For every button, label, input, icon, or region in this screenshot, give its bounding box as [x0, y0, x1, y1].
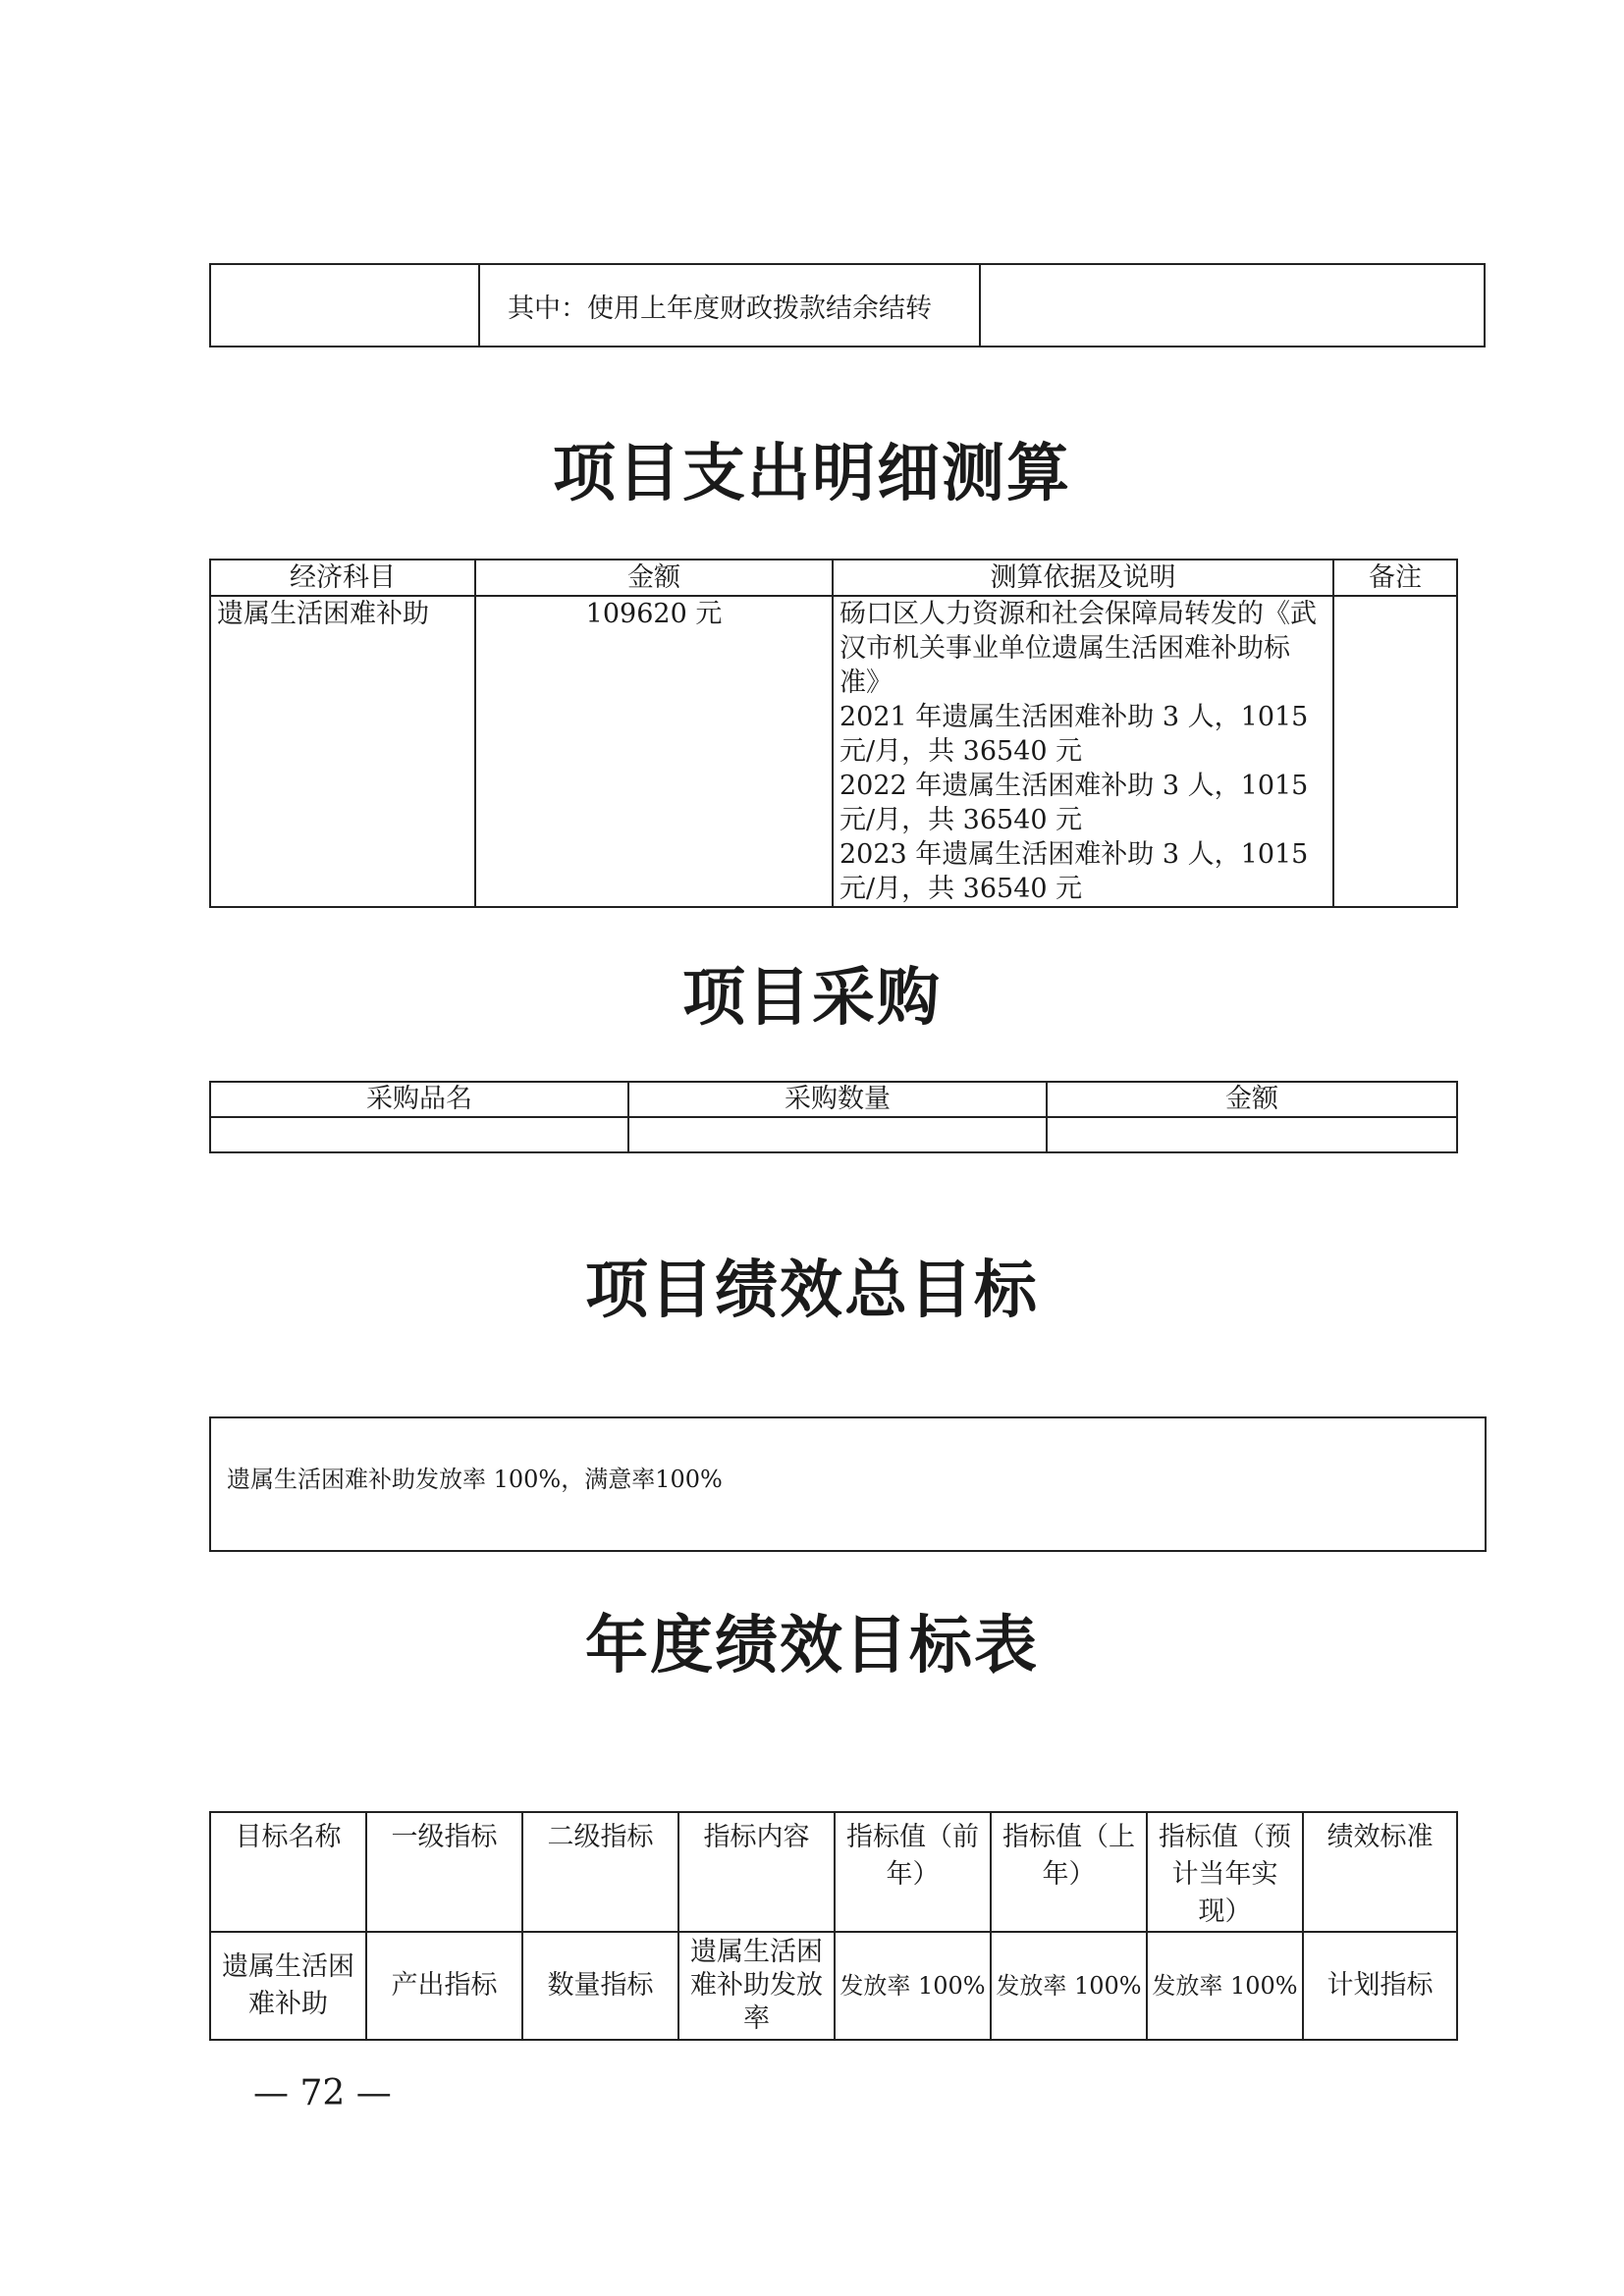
header-line: 年）	[1042, 1859, 1096, 1890]
purchase-cell	[1047, 1117, 1457, 1152]
detail-note	[1333, 596, 1457, 907]
basis-line: 元/月，共 36540 元	[839, 736, 1083, 767]
cell-line: 率	[743, 2003, 770, 2034]
basis-line: 2021 年遗属生活困难补助 3 人，1015	[839, 702, 1309, 732]
basis-line: 汉市机关事业单位遗属生活困难补助标	[839, 633, 1290, 664]
detail-title: 项目支出明细测算	[553, 438, 1071, 510]
cell-line: 遗属生活困	[690, 1937, 823, 1967]
basis-line: 元/月，共 36540 元	[839, 805, 1083, 835]
goal-table	[209, 1416, 1487, 1552]
goal-title: 项目绩效总目标	[585, 1255, 1039, 1327]
header-line: 现）	[1198, 1896, 1252, 1927]
header-line: 二级指标	[547, 1822, 654, 1852]
header-line: 年）	[886, 1859, 940, 1890]
cell-line: 发放率 100%	[996, 1972, 1142, 2000]
header-line: 计当年实	[1171, 1859, 1278, 1890]
annual-cell-level2	[522, 1932, 678, 2040]
annual-header-expected	[1147, 1812, 1303, 1932]
annual-cell-content	[678, 1932, 835, 2040]
annual-cell-level1	[366, 1932, 522, 2040]
annual-header-last	[991, 1812, 1147, 1932]
purchase-title: 项目采购	[682, 962, 942, 1035]
cell-line: 遗属生活困	[222, 1951, 354, 1982]
annual-title: 年度绩效目标表	[585, 1610, 1039, 1682]
purchase-table	[209, 1081, 1458, 1153]
cell-line: 产出指标	[391, 1970, 498, 2001]
carryover-empty-cell	[210, 264, 479, 347]
cell-line: 发放率 100%	[1152, 1972, 1298, 2000]
header-line: 指标内容	[703, 1822, 810, 1852]
basis-line: 砀口区人力资源和社会保障局转发的《武	[839, 599, 1317, 629]
header-line: 指标值（前	[846, 1822, 979, 1852]
header-line: 目标名称	[235, 1822, 342, 1852]
detail-header-amount: 金额	[475, 560, 833, 596]
detail-subject: 遗属生活困难补助	[210, 596, 475, 907]
annual-header-content	[678, 1812, 835, 1932]
carryover-label: 其中：使用上年度财政拨款结余结转	[479, 264, 980, 347]
purchase-header-name: 采购品名	[210, 1082, 628, 1117]
purchase-header-amount: 金额	[1047, 1082, 1457, 1117]
annual-header-prev	[835, 1812, 991, 1932]
cell-line: 发放率 100%	[839, 1972, 986, 2000]
header-line: 指标值（上	[1002, 1822, 1135, 1852]
basis-line: 2022 年遗属生活困难补助 3 人，1015	[839, 771, 1309, 801]
detail-header-basis: 测算依据及说明	[833, 560, 1333, 596]
purchase-cell	[210, 1117, 628, 1152]
detail-header-note: 备注	[1333, 560, 1457, 596]
basis-line: 元/月，共 36540 元	[839, 874, 1083, 904]
purchase-cell	[628, 1117, 1047, 1152]
carryover-table	[209, 263, 1486, 347]
annual-cell-standard	[1303, 1932, 1457, 2040]
annual-cell-last	[991, 1932, 1147, 2040]
annual-table	[209, 1811, 1458, 2041]
header-line: 绩效标准	[1326, 1822, 1434, 1852]
page-number: — 72 —	[253, 2073, 392, 2113]
cell-line: 数量指标	[547, 1970, 654, 2001]
annual-cell-expected	[1147, 1932, 1303, 2040]
annual-cell-target	[210, 1932, 366, 2040]
annual-header-target	[210, 1812, 366, 1932]
basis-line: 准》	[839, 667, 893, 698]
annual-cell-prev	[835, 1932, 991, 2040]
goal-text: 遗属生活困难补助发放率 100%，满意率100%	[210, 1417, 1486, 1551]
detail-basis	[833, 596, 1333, 907]
purchase-header-quantity: 采购数量	[628, 1082, 1047, 1117]
detail-amount: 109620 元	[475, 596, 833, 907]
cell-line: 计划指标	[1326, 1970, 1434, 2001]
detail-table	[209, 559, 1458, 908]
carryover-value-cell	[980, 264, 1485, 347]
annual-header-level1	[366, 1812, 522, 1932]
header-line: 指标值（预	[1159, 1822, 1291, 1852]
cell-line: 难补助	[248, 1989, 328, 2019]
basis-line: 2023 年遗属生活困难补助 3 人，1015	[839, 839, 1309, 870]
header-line: 一级指标	[391, 1822, 498, 1852]
annual-header-standard	[1303, 1812, 1457, 1932]
annual-header-level2	[522, 1812, 678, 1932]
detail-header-subject: 经济科目	[210, 560, 475, 596]
cell-line: 难补助发放	[690, 1970, 823, 2001]
